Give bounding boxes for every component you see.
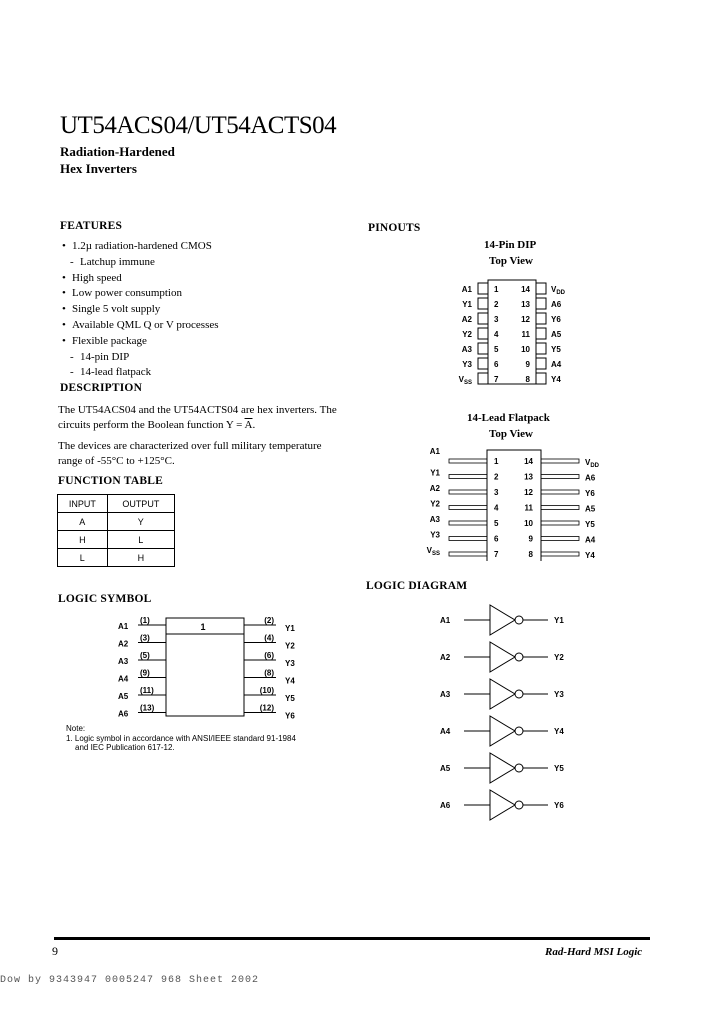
dip-pin-name-left: A3: [461, 345, 472, 354]
feature-item: [62, 286, 219, 302]
dip-pin-right: [536, 343, 546, 354]
dip-pin-name-right: A6: [551, 300, 562, 309]
logic-symbol-input-pin: (3): [140, 633, 150, 643]
dip-pin-number-right: 11: [521, 330, 530, 339]
flatpack-pin-number-right: 14: [524, 457, 533, 466]
feature-text: 1.2µ radiation-hardened CMOS: [72, 240, 212, 252]
dip-pin-name-right: A5: [551, 330, 562, 339]
flatpack-pin-name-left: A2: [429, 484, 440, 493]
dip-pin-right: [536, 298, 546, 309]
feature-text: Latchup immune: [80, 255, 155, 268]
logic-symbol-input-name: A6: [118, 709, 129, 719]
flatpack-pin-number-left: 7: [494, 550, 499, 559]
flatpack-pin-number-left: 2: [494, 472, 499, 482]
feature-text: 14-pin DIP: [80, 350, 130, 363]
logic-diagram-output-label: Y4: [554, 727, 564, 736]
flatpack-pin-number-right: 8: [528, 550, 533, 559]
table-row: [58, 513, 175, 531]
flatpack-pin-name-right: $V_{DD}$: [585, 458, 600, 469]
flatpack-lead-left: [449, 459, 487, 463]
flatpack-pin-number-right: 11: [524, 503, 533, 513]
note-title: Note:: [66, 724, 86, 733]
logic-symbol-input-name: A4: [118, 674, 129, 684]
document-title: UT54ACS04/UT54ACTS04: [60, 112, 337, 139]
feature-text: 14-lead flatpack: [80, 366, 152, 379]
flatpack-pin-number-right: 12: [524, 488, 533, 497]
logic-symbol-output-pin: (2): [264, 616, 274, 625]
feature-text: High speed: [72, 271, 122, 284]
dip-pin-number-right: 10: [521, 345, 530, 354]
logic-symbol-input-pin: (9): [140, 668, 150, 678]
flatpack-pin-name-left: $V_{SS}$: [426, 546, 440, 557]
logic-diagram-heading: LOGIC DIAGRAM: [366, 580, 468, 592]
bullet-icon: •: [62, 334, 66, 347]
description-line: The UT54ACS04 and the UT54ACTS04 are hex inverters. The: [58, 404, 337, 416]
dip-title: 14-Pin DIP: [484, 239, 537, 251]
inverter-triangle-icon: [490, 642, 515, 672]
inverter-triangle-icon: [490, 679, 515, 709]
function-table-heading: FUNCTION TABLE: [58, 475, 163, 487]
logic-symbol-output-pin: (4): [264, 633, 274, 643]
flatpack-pin-name-right: Y5: [585, 520, 595, 529]
flatpack-lead-left: [449, 552, 487, 556]
dash-icon: -: [70, 350, 74, 363]
dip-view-label: Top View: [489, 255, 533, 267]
dip-pin-number-left: 2: [494, 300, 499, 309]
dip-pin-right: [536, 358, 546, 369]
flatpack-title: 14-Lead Flatpack: [467, 412, 550, 424]
pinouts-heading: PINOUTS: [368, 222, 421, 234]
description-line: The devices are characterized over full military temperature: [58, 440, 322, 452]
flatpack-pin-number-right: 9: [528, 534, 533, 544]
dip-pin-number-right: 9: [525, 360, 530, 369]
dip-pin-name-left: Y2: [462, 330, 472, 339]
feature-text: Single 5 volt supply: [72, 303, 161, 316]
dip-pin-number-right: 14: [521, 285, 530, 294]
dip-pin-left: [478, 328, 488, 339]
feature-item: [62, 271, 219, 287]
flatpack-pin-number-left: 5: [494, 519, 499, 528]
flatpack-lead-left: [449, 521, 487, 525]
flatpack-pin-name-right: A4: [585, 535, 596, 545]
flatpack-lead-right: [541, 537, 579, 541]
logic-diagram-output-label: Y1: [554, 616, 564, 625]
dip-pin-name-left: Y3: [462, 360, 472, 369]
feature-item: [62, 255, 219, 271]
feature-text: Low power consumption: [72, 287, 182, 300]
table-header-row: [58, 495, 175, 513]
features-heading: FEATURES: [60, 220, 123, 232]
table-cell: A: [58, 513, 108, 531]
scan-stamp: Dow by 9343947 0005247 968 Sheet 2002: [0, 975, 260, 986]
logic-diagram-output-label: Y5: [554, 764, 564, 773]
logic-symbol-output-name: Y3: [285, 659, 295, 668]
subtitle-line-2: Hex Inverters: [60, 161, 137, 176]
bullet-icon: •: [62, 271, 66, 284]
flatpack-pin-name-left: Y3: [430, 530, 440, 540]
features-list: [62, 239, 219, 381]
dip-pin-left: [478, 358, 488, 369]
flatpack-pin-name-left: A3: [429, 515, 440, 524]
table-cell: L: [58, 549, 108, 567]
description-paragraph-2: [58, 439, 358, 468]
flatpack-lead-left: [449, 506, 487, 510]
bullet-icon: •: [62, 303, 66, 316]
flatpack-pin-number-left: 6: [494, 534, 499, 544]
dip-pin-left: [478, 343, 488, 354]
flatpack-pin-number-left: 4: [494, 503, 499, 513]
flatpack-pin-number-right: 13: [524, 472, 533, 482]
inverter-bubble-icon: [515, 616, 523, 624]
dip-pin-number-left: 4: [494, 330, 499, 339]
table-header-output: OUTPUT: [107, 495, 174, 513]
footer-rule: [54, 937, 650, 940]
logic-diagram-input-label: A2: [440, 653, 451, 662]
inverter-bubble-icon: [515, 727, 523, 735]
dash-icon: -: [70, 255, 74, 268]
dip-pin-name-right: Y5: [551, 345, 561, 354]
flatpack-lead-right: [541, 506, 579, 510]
dip-pin-right: [536, 373, 546, 384]
description-line: circuits perform the Boolean function $Y = \overline{A}$.: [58, 418, 256, 431]
flatpack-pin-name-left: A1: [429, 447, 440, 456]
dip-pinout-diagram: [440, 274, 590, 392]
section-name: Rad-Hard MSI Logic: [545, 946, 643, 958]
dip-pin-number-right: 12: [521, 315, 530, 324]
subtitle-line-1: Radiation-Hardened: [60, 144, 175, 159]
logic-symbol-input-name: A1: [118, 622, 129, 631]
page-number: 9: [52, 944, 58, 958]
dip-pin-right: [536, 313, 546, 324]
flatpack-lead-left: [449, 490, 487, 494]
logic-symbol-box: [166, 618, 244, 716]
inverter-bubble-icon: [515, 653, 523, 661]
flatpack-pin-number-left: 1: [494, 457, 499, 466]
flatpack-lead-right: [541, 459, 579, 463]
bullet-icon: •: [62, 240, 66, 252]
table-cell: Y: [107, 513, 174, 531]
dip-pin-left: [478, 298, 488, 309]
description-heading: DESCRIPTION: [60, 382, 143, 394]
flatpack-pin-name-right: A6: [585, 473, 596, 483]
logic-symbol-output-pin: (12): [259, 703, 274, 713]
inverter-triangle-icon: [490, 790, 515, 820]
description-paragraph-1: [58, 403, 358, 432]
dip-pin-name-left: Y1: [462, 300, 472, 309]
feature-item: [62, 239, 219, 255]
feature-item: [62, 302, 219, 318]
table-cell: H: [107, 549, 174, 567]
logic-diagram-input-label: A3: [440, 690, 451, 699]
dip-pin-name-right: Y4: [551, 375, 561, 384]
logic-symbol-output-pin: (10): [259, 686, 274, 695]
dash-icon: -: [70, 366, 74, 379]
flatpack-lead-left: [449, 537, 487, 541]
logic-diagram-output-label: Y3: [554, 690, 564, 699]
flatpack-pinout-diagram: [415, 446, 615, 561]
logic-symbol-output-name: Y4: [285, 676, 295, 686]
flatpack-pin-name-left: Y1: [430, 468, 440, 478]
dip-pin-name-right: Y6: [551, 315, 561, 324]
dip-pin-name-left: A1: [461, 285, 472, 294]
flatpack-pin-number-left: 3: [494, 488, 499, 497]
dip-pin-left: [478, 313, 488, 324]
logic-symbol-output-name: Y5: [285, 694, 295, 703]
dip-pin-name-right: A4: [551, 360, 562, 369]
logic-symbol-input-pin: (5): [140, 651, 150, 660]
logic-symbol-output-pin: (8): [264, 668, 274, 678]
logic-symbol-output-name: Y2: [285, 641, 295, 651]
feature-item: [62, 365, 219, 381]
table-cell: L: [107, 531, 174, 549]
inverter-triangle-icon: [490, 716, 515, 746]
description-line: range of -55°C to +125°C.: [58, 454, 175, 467]
table-row: [58, 531, 175, 549]
logic-diagram: [430, 598, 590, 828]
flatpack-lead-right: [541, 552, 579, 556]
flatpack-pin-name-right: Y4: [585, 551, 595, 560]
logic-symbol-box-label: 1: [200, 622, 206, 632]
feature-item: [62, 350, 219, 366]
flatpack-lead-right: [541, 521, 579, 525]
logic-symbol-input-pin: (1): [140, 616, 150, 625]
bullet-icon: •: [62, 287, 66, 300]
dip-pin-name-right: $V_{DD}$: [551, 285, 566, 296]
flatpack-lead-right: [541, 490, 579, 494]
dip-pin-number-right: 8: [525, 375, 530, 384]
dip-pin-left: [478, 283, 488, 294]
inverter-bubble-icon: [515, 801, 523, 809]
table-cell: H: [58, 531, 108, 549]
logic-diagram-output-label: Y2: [554, 653, 564, 662]
dip-pin-right: [536, 283, 546, 294]
dip-pin-name-left: A2: [461, 315, 472, 324]
inverter-triangle-icon: [490, 605, 515, 635]
dip-pin-name-left: $V_{SS}$: [458, 375, 472, 386]
dip-pin-number-left: 7: [494, 375, 499, 384]
logic-symbol-output-name: Y1: [285, 624, 295, 633]
inverter-triangle-icon: [490, 753, 515, 783]
logic-symbol-diagram: [100, 608, 320, 720]
logic-symbol-input-name: A3: [118, 657, 129, 666]
logic-symbol-input-pin: (13): [140, 703, 155, 713]
flatpack-pin-name-right: Y6: [585, 489, 595, 498]
logic-symbol-note: [66, 724, 296, 753]
logic-diagram-input-label: A1: [440, 616, 451, 625]
flatpack-pin-name-left: Y2: [430, 499, 440, 509]
dip-pin-number-left: 6: [494, 360, 499, 369]
logic-diagram-input-label: A6: [440, 801, 451, 810]
logic-diagram-input-label: A5: [440, 764, 451, 773]
dip-pin-left: [478, 373, 488, 384]
bullet-icon: •: [62, 318, 66, 331]
inverter-bubble-icon: [515, 690, 523, 698]
dip-pin-number-right: 13: [521, 300, 530, 309]
feature-item: [62, 318, 219, 334]
inverter-bubble-icon: [515, 764, 523, 772]
flatpack-pin-number-right: 10: [524, 519, 533, 528]
table-row: [58, 549, 175, 567]
table-header-input: INPUT: [58, 495, 108, 513]
note-line: 1. Logic symbol in accordance with ANSI/IEEE standard 91-1984: [66, 733, 296, 743]
logic-symbol-input-name: A2: [118, 639, 129, 649]
feature-text: Available QML Q or V processes: [72, 318, 219, 331]
flatpack-lead-left: [449, 475, 487, 479]
logic-symbol-heading: LOGIC SYMBOL: [58, 593, 152, 605]
logic-diagram-input-label: A4: [440, 727, 451, 736]
feature-text: Flexible package: [72, 334, 147, 347]
dip-pin-right: [536, 328, 546, 339]
function-table: [57, 494, 175, 567]
flatpack-lead-right: [541, 475, 579, 479]
dip-pin-number-left: 3: [494, 315, 499, 324]
logic-symbol-input-name: A5: [118, 692, 129, 701]
logic-symbol-output-name: Y6: [285, 711, 295, 720]
dip-pin-number-left: 1: [494, 285, 499, 294]
flatpack-view-label: Top View: [489, 428, 533, 440]
note-line: and IEC Publication 617-12.: [75, 743, 175, 752]
dip-pin-number-left: 5: [494, 345, 499, 354]
logic-diagram-output-label: Y6: [554, 801, 564, 810]
flatpack-pin-name-right: A5: [585, 504, 596, 514]
logic-symbol-output-pin: (6): [264, 651, 274, 660]
feature-item: [62, 334, 219, 350]
logic-symbol-input-pin: (11): [140, 686, 154, 695]
